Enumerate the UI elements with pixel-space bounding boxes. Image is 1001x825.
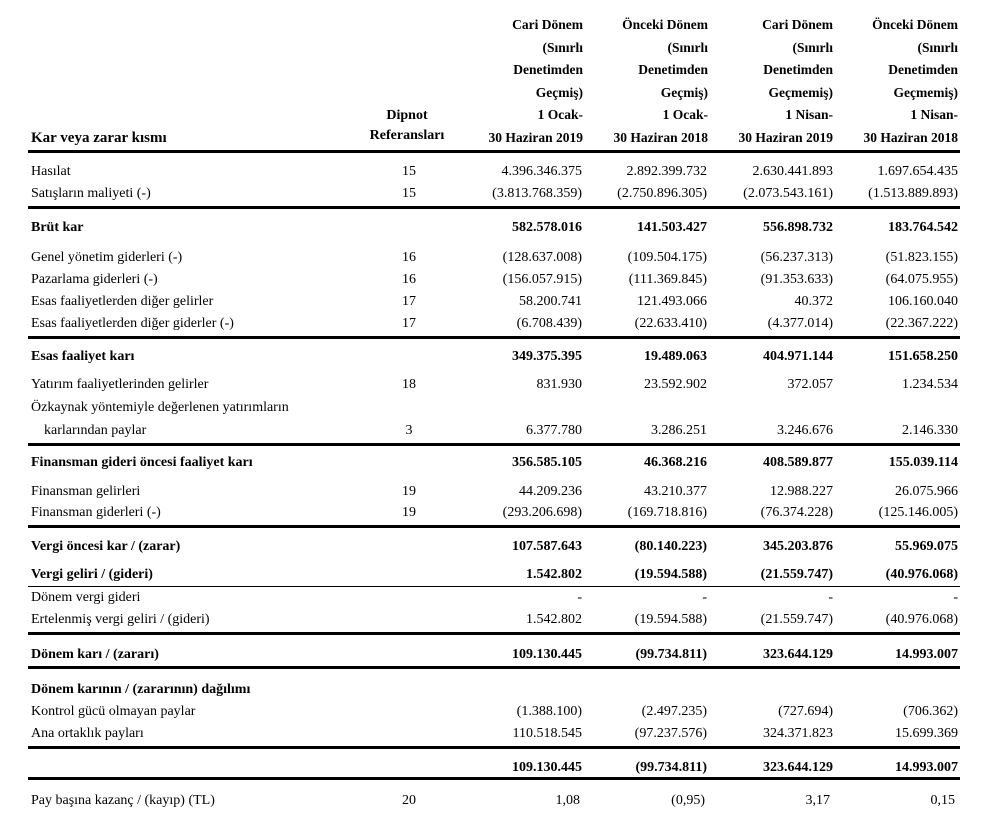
row-label: Finansman giderleri (-) — [31, 505, 161, 520]
row-label: Hasılat — [31, 164, 71, 179]
header-line: Cari Dönem — [762, 17, 833, 32]
section-divider — [28, 777, 960, 780]
value-cell: (76.374.228) — [760, 505, 833, 520]
row-label: Özkaynak yöntemiyle değerlenen yatırımların — [31, 400, 289, 415]
table-row — [0, 702, 1001, 722]
table-row — [0, 610, 1001, 630]
row-label: Esas faaliyetlerden diğer gelirler — [31, 294, 214, 309]
row-label: Dönem vergi gideri — [31, 590, 141, 605]
value-cell: (56.237.313) — [760, 250, 833, 265]
section-divider — [28, 443, 960, 446]
value-cell: 2.892.399.732 — [626, 164, 707, 179]
value-cell: 109.130.445 — [512, 647, 582, 662]
section-divider — [28, 632, 960, 635]
value-cell: 1.542.802 — [526, 612, 582, 627]
value-cell: 1.697.654.435 — [877, 164, 958, 179]
header-line: Denetimden — [888, 62, 958, 77]
header-line: Önceki Dönem — [872, 17, 958, 32]
value-cell: 55.969.075 — [895, 539, 958, 554]
value-cell: (125.146.005) — [878, 505, 958, 520]
table-row — [0, 791, 1001, 811]
value-cell: (2.073.543.161) — [743, 186, 833, 201]
table-row — [0, 270, 1001, 290]
value-cell: (22.633.410) — [634, 316, 707, 331]
value-cell: (97.237.576) — [634, 726, 707, 741]
footnote-reference-header — [345, 106, 469, 146]
header-line: Önceki Dönem — [622, 17, 708, 32]
value-cell: - — [577, 590, 582, 605]
header-line: (Sınırlı — [542, 39, 583, 55]
table-row — [0, 503, 1001, 523]
value-cell: 107.587.643 — [512, 539, 582, 554]
value-cell: 44.209.236 — [519, 484, 582, 499]
value-cell: 26.075.966 — [895, 484, 958, 499]
header-line: 1 Ocak- — [537, 107, 583, 122]
value-cell: (169.718.816) — [627, 505, 707, 520]
header-line: (Sınırlı — [792, 39, 833, 55]
header-line: 1 Nisan- — [910, 107, 958, 122]
row-footnote-ref: 19 — [402, 484, 416, 499]
value-cell: (706.362) — [903, 704, 958, 719]
header-line: Cari Dönem — [512, 17, 583, 32]
value-cell: (21.559.747) — [760, 567, 833, 582]
value-cell: 372.057 — [787, 377, 833, 392]
value-cell: 109.130.445 — [512, 760, 582, 775]
subtotal-row — [0, 218, 1001, 238]
value-cell: 14.993.007 — [895, 647, 958, 662]
total-row — [0, 645, 1001, 665]
value-cell: 40.372 — [794, 294, 833, 309]
table-row — [0, 398, 1001, 418]
value-cell: 14.993.007 — [895, 760, 958, 775]
value-cell: 12.988.227 — [770, 484, 833, 499]
row-label: Ana ortaklık payları — [31, 726, 144, 741]
table-row — [0, 184, 1001, 204]
header-divider — [28, 150, 960, 153]
table-row — [0, 724, 1001, 744]
value-cell: 356.585.105 — [512, 455, 582, 470]
value-cell: 46.368.216 — [644, 455, 707, 470]
value-cell: 3,17 — [805, 793, 830, 808]
value-cell: (1.388.100) — [516, 704, 582, 719]
value-cell: 408.589.877 — [763, 455, 833, 470]
table-row — [0, 588, 1001, 608]
row-footnote-ref: 17 — [402, 294, 416, 309]
header-line: Denetimden — [763, 62, 833, 77]
row-label: Ertelenmiş vergi geliri / (gideri) — [31, 612, 210, 627]
row-footnote-ref: 17 — [402, 316, 416, 331]
value-cell: (109.504.175) — [627, 250, 707, 265]
value-cell: 6.377.780 — [526, 423, 582, 438]
value-cell: (19.594.588) — [634, 567, 707, 582]
row-footnote-ref: 16 — [402, 272, 416, 287]
row-footnote-ref: 3 — [405, 423, 413, 438]
section-divider — [28, 525, 960, 528]
value-cell: 349.375.395 — [512, 349, 582, 364]
row-footnote-ref: 20 — [402, 793, 416, 808]
row-footnote-ref: 15 — [402, 186, 416, 201]
header-line: (Sınırlı — [667, 39, 708, 55]
value-cell: 404.971.144 — [763, 349, 833, 364]
table-row — [0, 292, 1001, 312]
value-cell: (727.694) — [778, 704, 833, 719]
row-label: Genel yönetim giderleri (-) — [31, 250, 183, 265]
header-line: 30 Haziran 2019 — [488, 129, 583, 145]
table-row — [0, 314, 1001, 334]
value-cell: 2.146.330 — [902, 423, 958, 438]
value-cell: (0,95) — [671, 793, 705, 808]
row-label: Brüt kar — [31, 220, 84, 235]
row-label: Finansman gelirleri — [31, 484, 141, 499]
value-cell: 141.503.427 — [637, 220, 707, 235]
value-cell: (2.750.896.305) — [617, 186, 707, 201]
table-row — [0, 375, 1001, 395]
value-cell: 831.930 — [536, 377, 582, 392]
value-cell: (80.140.223) — [634, 539, 707, 554]
value-cell: - — [702, 590, 707, 605]
row-label: Dönem karı / (zararı) — [31, 647, 159, 662]
row-footnote-ref: 19 — [402, 505, 416, 520]
value-cell: 183.764.542 — [888, 220, 958, 235]
value-cell: (51.823.155) — [885, 250, 958, 265]
value-cell: 106.160.040 — [888, 294, 958, 309]
header-line: Denetimden — [638, 62, 708, 77]
value-cell: 323.644.129 — [763, 647, 833, 662]
row-label: Esas faaliyet karı — [31, 349, 135, 364]
header-line: Geçmemiş) — [768, 84, 833, 100]
value-cell: (128.637.008) — [502, 250, 582, 265]
value-cell: (91.353.633) — [760, 272, 833, 287]
subtotal-row — [0, 453, 1001, 473]
header-line: 30 Haziran 2018 — [863, 129, 958, 145]
row-label: Kontrol gücü olmayan paylar — [31, 704, 196, 719]
header-line: Denetimden — [513, 62, 583, 77]
row-label: Dönem karının / (zararının) dağılımı — [31, 682, 251, 697]
row-label: Vergi öncesi kar / (zarar) — [31, 539, 181, 554]
header-line: 1 Nisan- — [785, 107, 833, 122]
value-cell: 151.658.250 — [888, 349, 958, 364]
table-header — [0, 14, 1001, 150]
value-cell: 1.542.802 — [526, 567, 582, 582]
value-cell: 345.203.876 — [763, 539, 833, 554]
section-divider — [28, 336, 960, 339]
value-cell: (22.367.222) — [885, 316, 958, 331]
value-cell: (40.976.068) — [885, 612, 958, 627]
column-header-prior-6m — [614, 14, 709, 149]
value-cell: (40.976.068) — [885, 567, 958, 582]
value-cell: (293.206.698) — [502, 505, 582, 520]
value-cell: (99.734.811) — [635, 647, 707, 662]
column-header-current-6m — [489, 14, 584, 149]
value-cell: 3.286.251 — [651, 423, 707, 438]
section-heading-row — [0, 680, 1001, 700]
row-label: Satışların maliyeti (-) — [31, 186, 151, 201]
value-cell: 15.699.369 — [895, 726, 958, 741]
row-footnote-ref: 18 — [402, 377, 416, 392]
table-row — [0, 482, 1001, 502]
header-line: 1 Ocak- — [662, 107, 708, 122]
value-cell: (99.734.811) — [635, 760, 707, 775]
value-cell: (4.377.014) — [767, 316, 833, 331]
value-cell: (19.594.588) — [634, 612, 707, 627]
header-line: (Sınırlı — [917, 39, 958, 55]
value-cell: 155.039.114 — [888, 455, 958, 470]
value-cell: 110.518.545 — [512, 726, 582, 741]
value-cell: 23.592.902 — [644, 377, 707, 392]
header-line: Geçmiş) — [660, 84, 708, 100]
value-cell: 19.489.063 — [644, 349, 707, 364]
total-row — [0, 758, 1001, 778]
value-cell: 0,15 — [930, 793, 955, 808]
value-cell: 43.210.377 — [644, 484, 707, 499]
value-cell: 1,08 — [555, 793, 580, 808]
row-footnote-ref: 15 — [402, 164, 416, 179]
value-cell: (3.813.768.359) — [492, 186, 582, 201]
section-title: Kar veya zarar kısmı — [31, 130, 167, 146]
value-cell: (6.708.439) — [516, 316, 582, 331]
value-cell: 323.644.129 — [763, 760, 833, 775]
value-cell: (111.369.845) — [628, 272, 707, 287]
value-cell: 2.630.441.893 — [752, 164, 833, 179]
value-cell: 58.200.741 — [519, 294, 582, 309]
row-label: Pay başına kazanç / (kayıp) (TL) — [31, 793, 215, 808]
value-cell: 582.578.016 — [512, 220, 582, 235]
value-cell: (1.513.889.893) — [868, 186, 958, 201]
row-label: Pazarlama giderleri (-) — [31, 272, 158, 287]
value-cell: (2.497.235) — [641, 704, 707, 719]
row-label: Esas faaliyetlerden diğer giderler (-) — [31, 316, 234, 331]
value-cell: 3.246.676 — [777, 423, 833, 438]
value-cell: - — [953, 590, 958, 605]
header-line: Dipnot — [386, 108, 428, 123]
value-cell: 4.396.346.375 — [501, 164, 582, 179]
table-row — [0, 248, 1001, 268]
row-label: karlarından paylar — [44, 423, 147, 438]
subtotal-row — [0, 537, 1001, 557]
value-cell: (156.057.915) — [502, 272, 582, 287]
subtotal-row — [0, 347, 1001, 367]
value-cell: - — [828, 590, 833, 605]
header-line: Referansları — [369, 128, 445, 143]
header-line: Geçmemiş) — [893, 84, 958, 100]
value-cell: (64.075.955) — [885, 272, 958, 287]
column-header-current-3m — [739, 14, 834, 149]
column-header-prior-3m — [864, 14, 959, 149]
row-label: Vergi geliri / (gideri) — [31, 567, 153, 582]
row-footnote-ref: 16 — [402, 250, 416, 265]
value-cell: 121.493.066 — [637, 294, 707, 309]
table-row — [0, 162, 1001, 182]
section-divider — [28, 586, 960, 587]
value-cell: 556.898.732 — [763, 220, 833, 235]
value-cell: 1.234.534 — [902, 377, 958, 392]
section-divider — [28, 206, 960, 209]
header-line: Geçmiş) — [535, 84, 583, 100]
subtotal-row — [0, 565, 1001, 585]
header-line: 30 Haziran 2019 — [738, 129, 833, 145]
section-divider — [28, 666, 960, 669]
table-row — [0, 421, 1001, 441]
value-cell: 324.371.823 — [763, 726, 833, 741]
header-line: 30 Haziran 2018 — [613, 129, 708, 145]
row-label: Finansman gideri öncesi faaliyet karı — [31, 455, 253, 470]
value-cell: (21.559.747) — [760, 612, 833, 627]
row-label: Yatırım faaliyetlerinden gelirler — [31, 377, 209, 392]
section-divider — [28, 746, 960, 749]
